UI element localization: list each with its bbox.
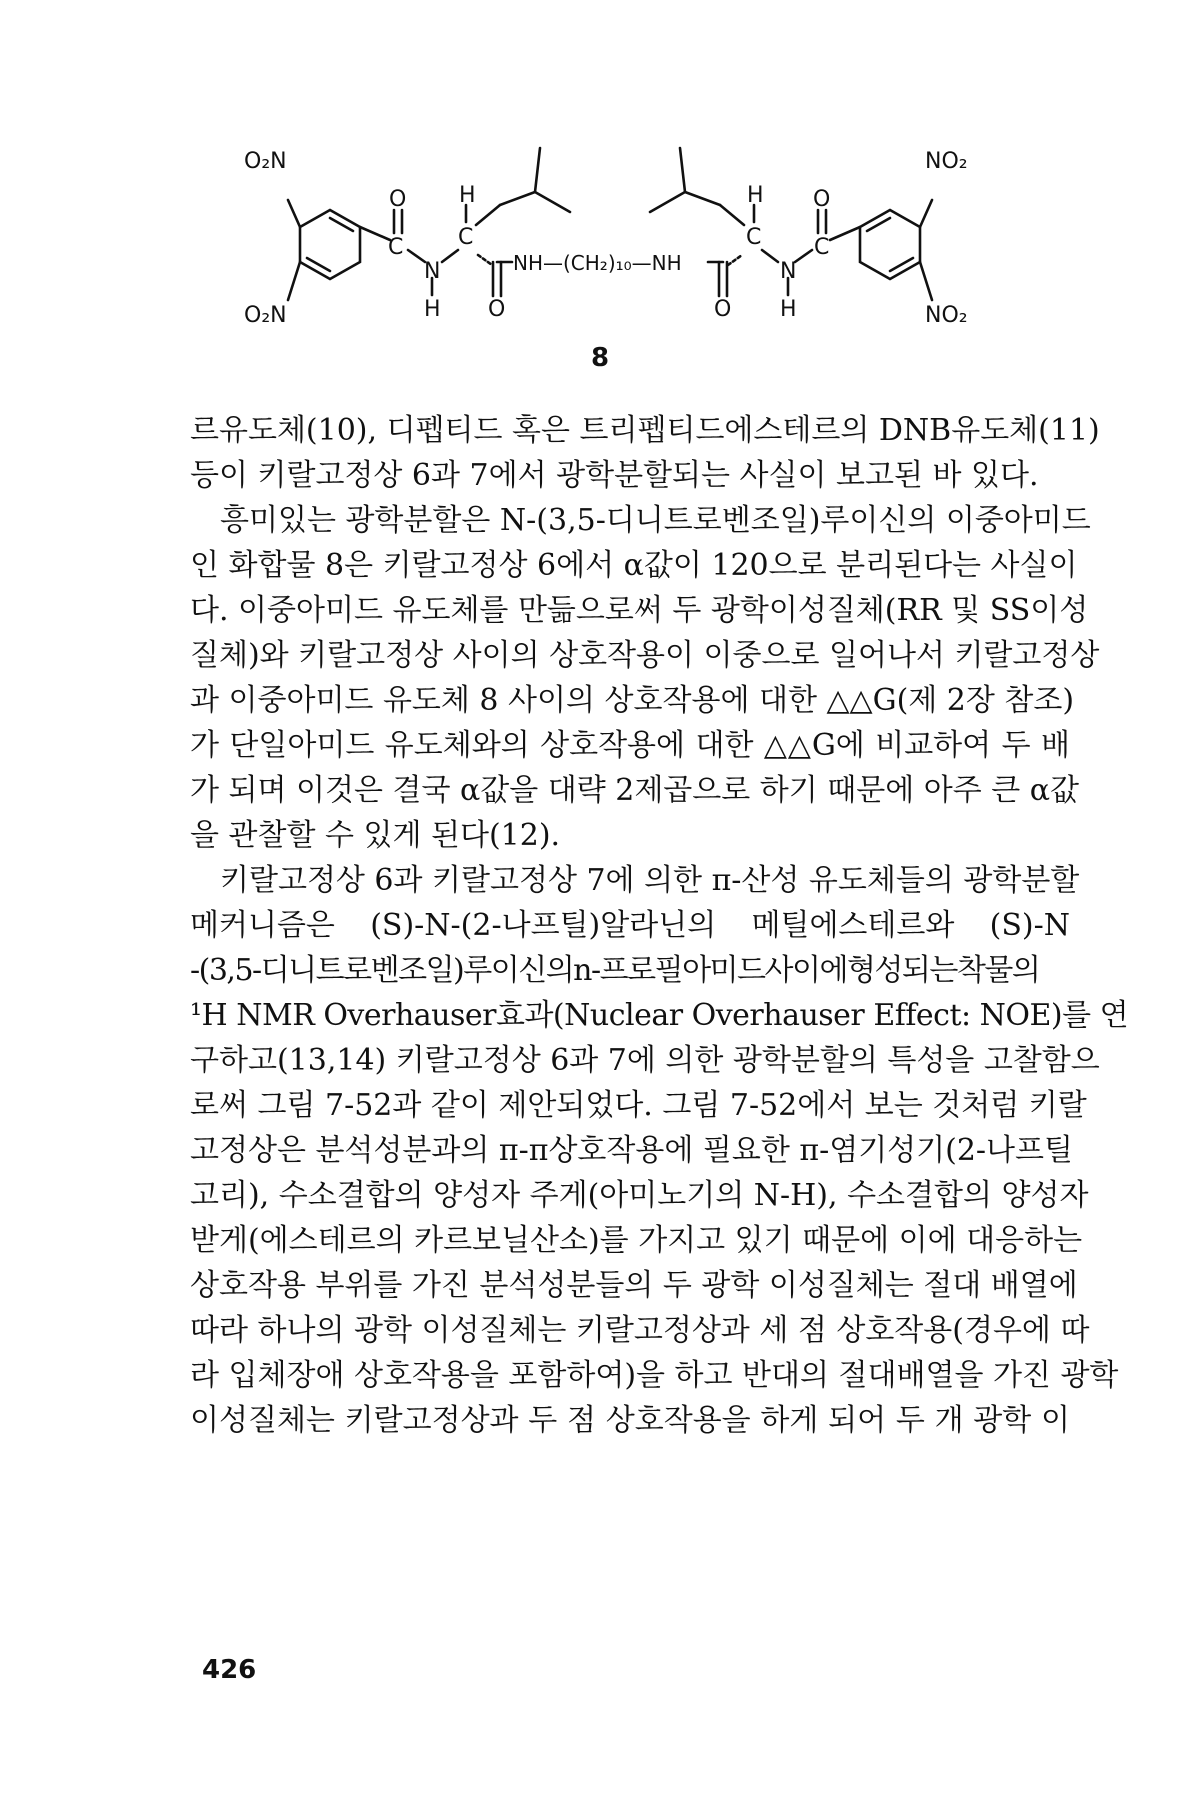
text-line: 흥미있는 광학분할은 N-(3,5-디니트로벤조일)루이신의 이중아미드 xyxy=(220,503,1091,538)
label-n-left: N xyxy=(424,259,441,284)
text-line: 다. 이중아미드 유도체를 만듦으로써 두 광학이성질체(RR 및 SS이성 xyxy=(190,593,1089,628)
body-paragraphs xyxy=(190,408,1129,1443)
text-line: 과 이중아미드 유도체 8 사이의 상호작용에 대한 △△G(제 2장 참조) xyxy=(190,683,1075,718)
text-line: 등이 키랄고정상 6과 7에서 광학분할되는 사실이 보고된 바 있다. xyxy=(190,458,1039,493)
label-o-right-bottom: O xyxy=(714,297,732,322)
label-o2n-top: O₂N xyxy=(244,149,287,174)
text-line: 가 단일아미드 유도체와의 상호작용에 대한 △△G에 비교하여 두 배 xyxy=(190,728,1070,763)
text-line: 키랄고정상 6과 키랄고정상 7에 의한 π-산성 유도체들의 광학분할 xyxy=(220,863,1080,898)
label-h-right-top: H xyxy=(747,183,764,208)
page-number: 426 xyxy=(202,1655,257,1685)
text-line: 질체)와 키랄고정상 사이의 상호작용이 이중으로 일어나서 키랄고정상 xyxy=(190,638,1100,673)
text-line: 라 입체장애 상호작용을 포함하여)을 하고 반대의 절대배열을 가진 광학 xyxy=(190,1358,1119,1393)
text-line: 이성질체는 키랄고정상과 두 점 상호작용을 하게 되어 두 개 광학 이 xyxy=(190,1403,1070,1438)
label-n-right: N xyxy=(780,259,797,284)
label-c-left-carbonyl: C xyxy=(388,235,404,260)
compound-number: 8 xyxy=(590,343,610,373)
label-h-left-top: H xyxy=(459,183,476,208)
text-line: -(3,5-디니트로벤조일)루이신의n-프로필아미드사이에형성되는착물의 xyxy=(190,953,1040,988)
label-linker: NH—(CH₂)₁₀—NH xyxy=(513,251,682,275)
text-line: 구하고(13,14) 키랄고정상 6과 7에 의한 광학분할의 특성을 고찰함으 xyxy=(190,1043,1100,1078)
text-line: 가 되며 이것은 결국 α값을 대략 2제곱으로 하기 때문에 아주 큰 α값 xyxy=(190,773,1080,808)
text-line: 고리), 수소결합의 양성자 주게(아미노기의 N-H), 수소결합의 양성자 xyxy=(190,1178,1089,1213)
text-line: 고정상은 분석성분과의 π-π상호작용에 필요한 π-염기성기(2-나프틸 xyxy=(190,1133,1073,1168)
label-h-right-bottom: H xyxy=(780,297,797,322)
left-aromatic-ring xyxy=(300,210,360,279)
label-c-left-alpha: C xyxy=(458,225,474,250)
text-line: 상호작용 부위를 가진 분석성분들의 두 광학 이성질체는 절대 배열에 xyxy=(190,1268,1078,1303)
label-c-right-carbonyl: C xyxy=(814,235,830,260)
label-o-left-top: O xyxy=(389,187,407,212)
text-line: 을 관찰할 수 있게 된다(12). xyxy=(190,818,561,853)
text-line: 따라 하나의 광학 이성질체는 키랄고정상과 세 점 상호작용(경우에 따 xyxy=(190,1313,1090,1348)
label-no2-bottom: NO₂ xyxy=(925,303,968,328)
compound-8-structure xyxy=(0,0,1200,340)
label-h-left-bottom: H xyxy=(424,297,441,322)
label-no2-top: NO₂ xyxy=(925,149,968,174)
label-o-left-bottom: O xyxy=(488,297,506,322)
text-line: 인 화합물 8은 키랄고정상 6에서 α값이 120으로 분리된다는 사실이 xyxy=(190,548,1078,583)
label-c-right-alpha: C xyxy=(746,225,762,250)
text-line: 르유도체(10), 디펩티드 혹은 트리펩티드에스테르의 DNB유도체(11) xyxy=(190,413,1100,448)
text-line: 로써 그림 7-52과 같이 제안되었다. 그림 7-52에서 보는 것처럼 키랄 xyxy=(190,1088,1087,1123)
text-line: 받게(에스테르의 카르보닐산소)를 가지고 있기 때문에 이에 대응하는 xyxy=(190,1223,1083,1258)
text-line: 메커니즘은 (S)-N-(2-나프틸)알라닌의 메틸에스테르와 (S)-N xyxy=(190,908,1070,943)
label-o2n-bottom: O₂N xyxy=(244,303,287,328)
text-line: ¹H NMR Overhauser효과(Nuclear Overhauser Effect: NOE)를 연 xyxy=(190,998,1129,1033)
right-aromatic-ring xyxy=(860,210,920,279)
label-o-right-top: O xyxy=(813,187,831,212)
